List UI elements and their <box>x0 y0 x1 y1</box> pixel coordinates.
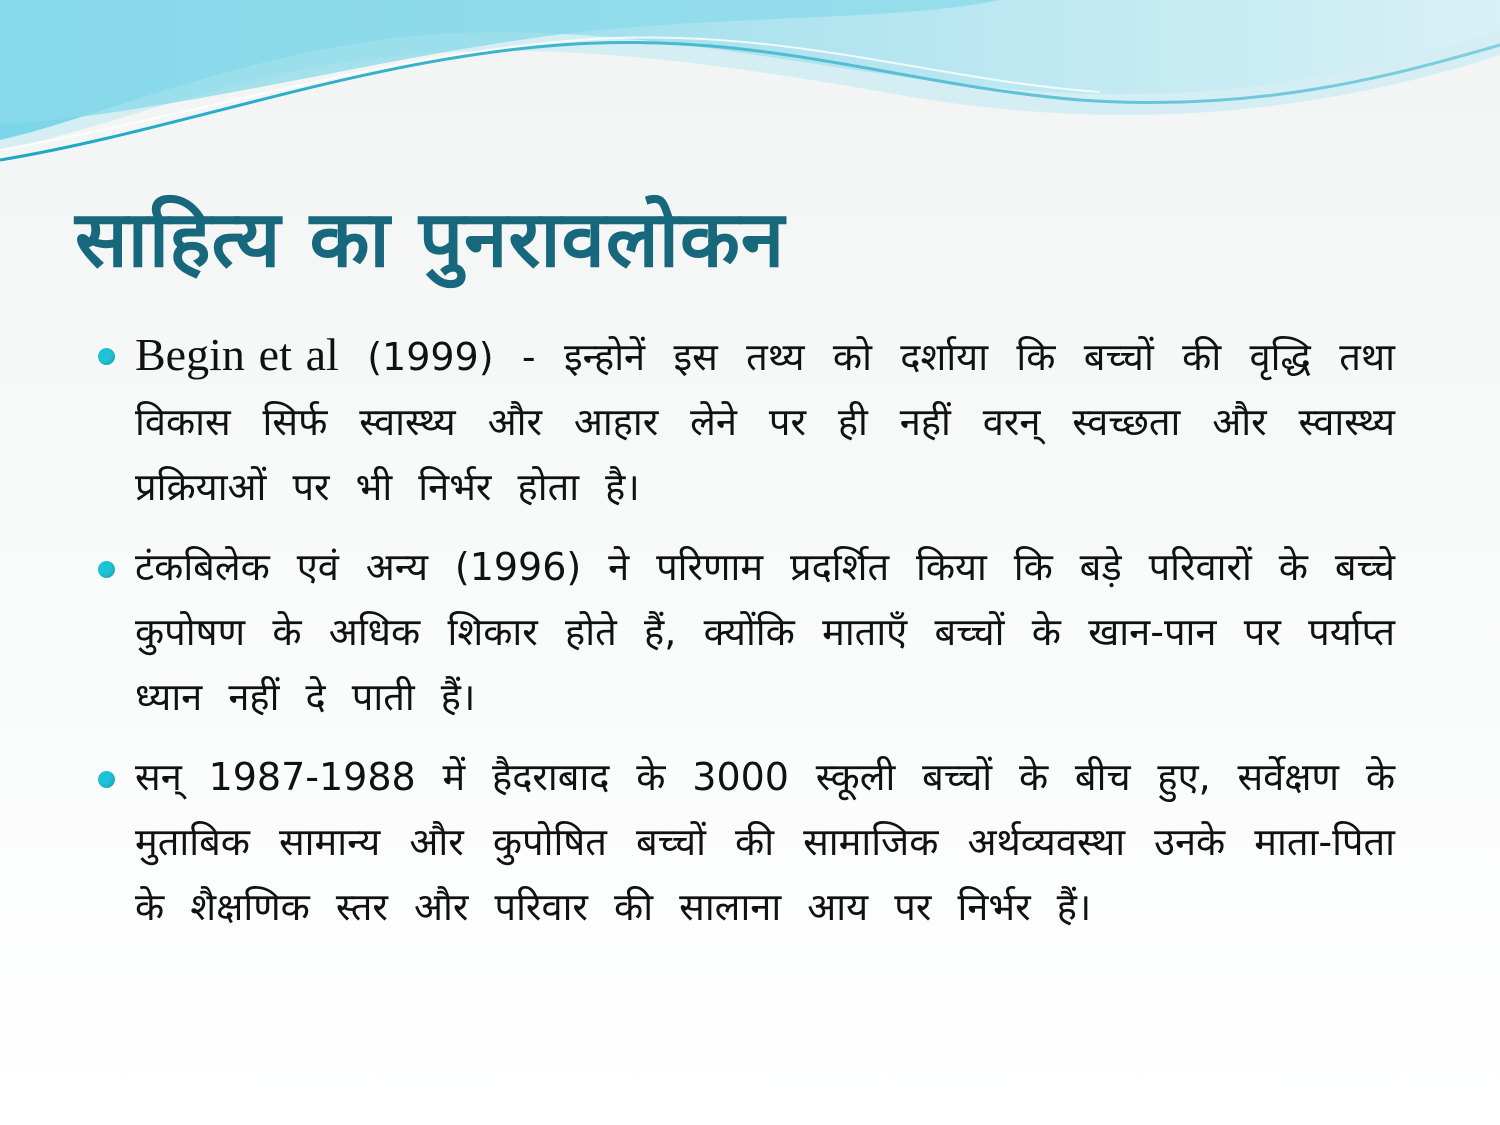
citation-lead: Begin et al <box>135 329 339 380</box>
bullet-item <box>95 322 1395 520</box>
bullet-dot-icon <box>98 771 115 788</box>
bullet-item <box>95 745 1395 940</box>
bullet-list <box>95 322 1395 955</box>
bullet-text <box>135 322 1395 520</box>
bullet-item <box>95 535 1395 730</box>
bullet-dot-icon <box>98 561 115 578</box>
slide-title: साहित्य का पुनरावलोकन <box>75 195 786 285</box>
bullet-body: (1999) - इन्होनें इस तथ्य को दर्शाया कि बच्चों की वृद्धि तथा विकास सिर्फ स्वास्थ्य और आहार लेने पर ही नहीं वरन् स्वच्छता और स्वास्थ्य प्रक्रियाओं पर भी निर्भर होता है। <box>135 335 1396 509</box>
bullet-text: सन् 1987-1988 में हैदराबाद के 3000 स्कूली बच्चों के बीच हुए, सर्वेक्षण के मुताबिक सामान्य और कुपोषित बच्चों की सामाजिक अर्थव्यवस्था उनके माता-पिता के शैक्षणिक स्तर और परिवार की सालाना आय पर निर्भर हैं। <box>135 755 1395 929</box>
bullet-dot-icon <box>98 348 115 365</box>
header-wave-decoration <box>0 0 1500 175</box>
bullet-text: टंकबिलेक एवं अन्य (1996) ने परिणाम प्रदर्शित किया कि बड़े परिवारों के बच्चे कुपोषण के अधिक शिकार होते हैं, क्योंकि माताएँ बच्चों के खान-पान पर पर्याप्त ध्यान नहीं दे पाती हैं। <box>135 545 1395 719</box>
